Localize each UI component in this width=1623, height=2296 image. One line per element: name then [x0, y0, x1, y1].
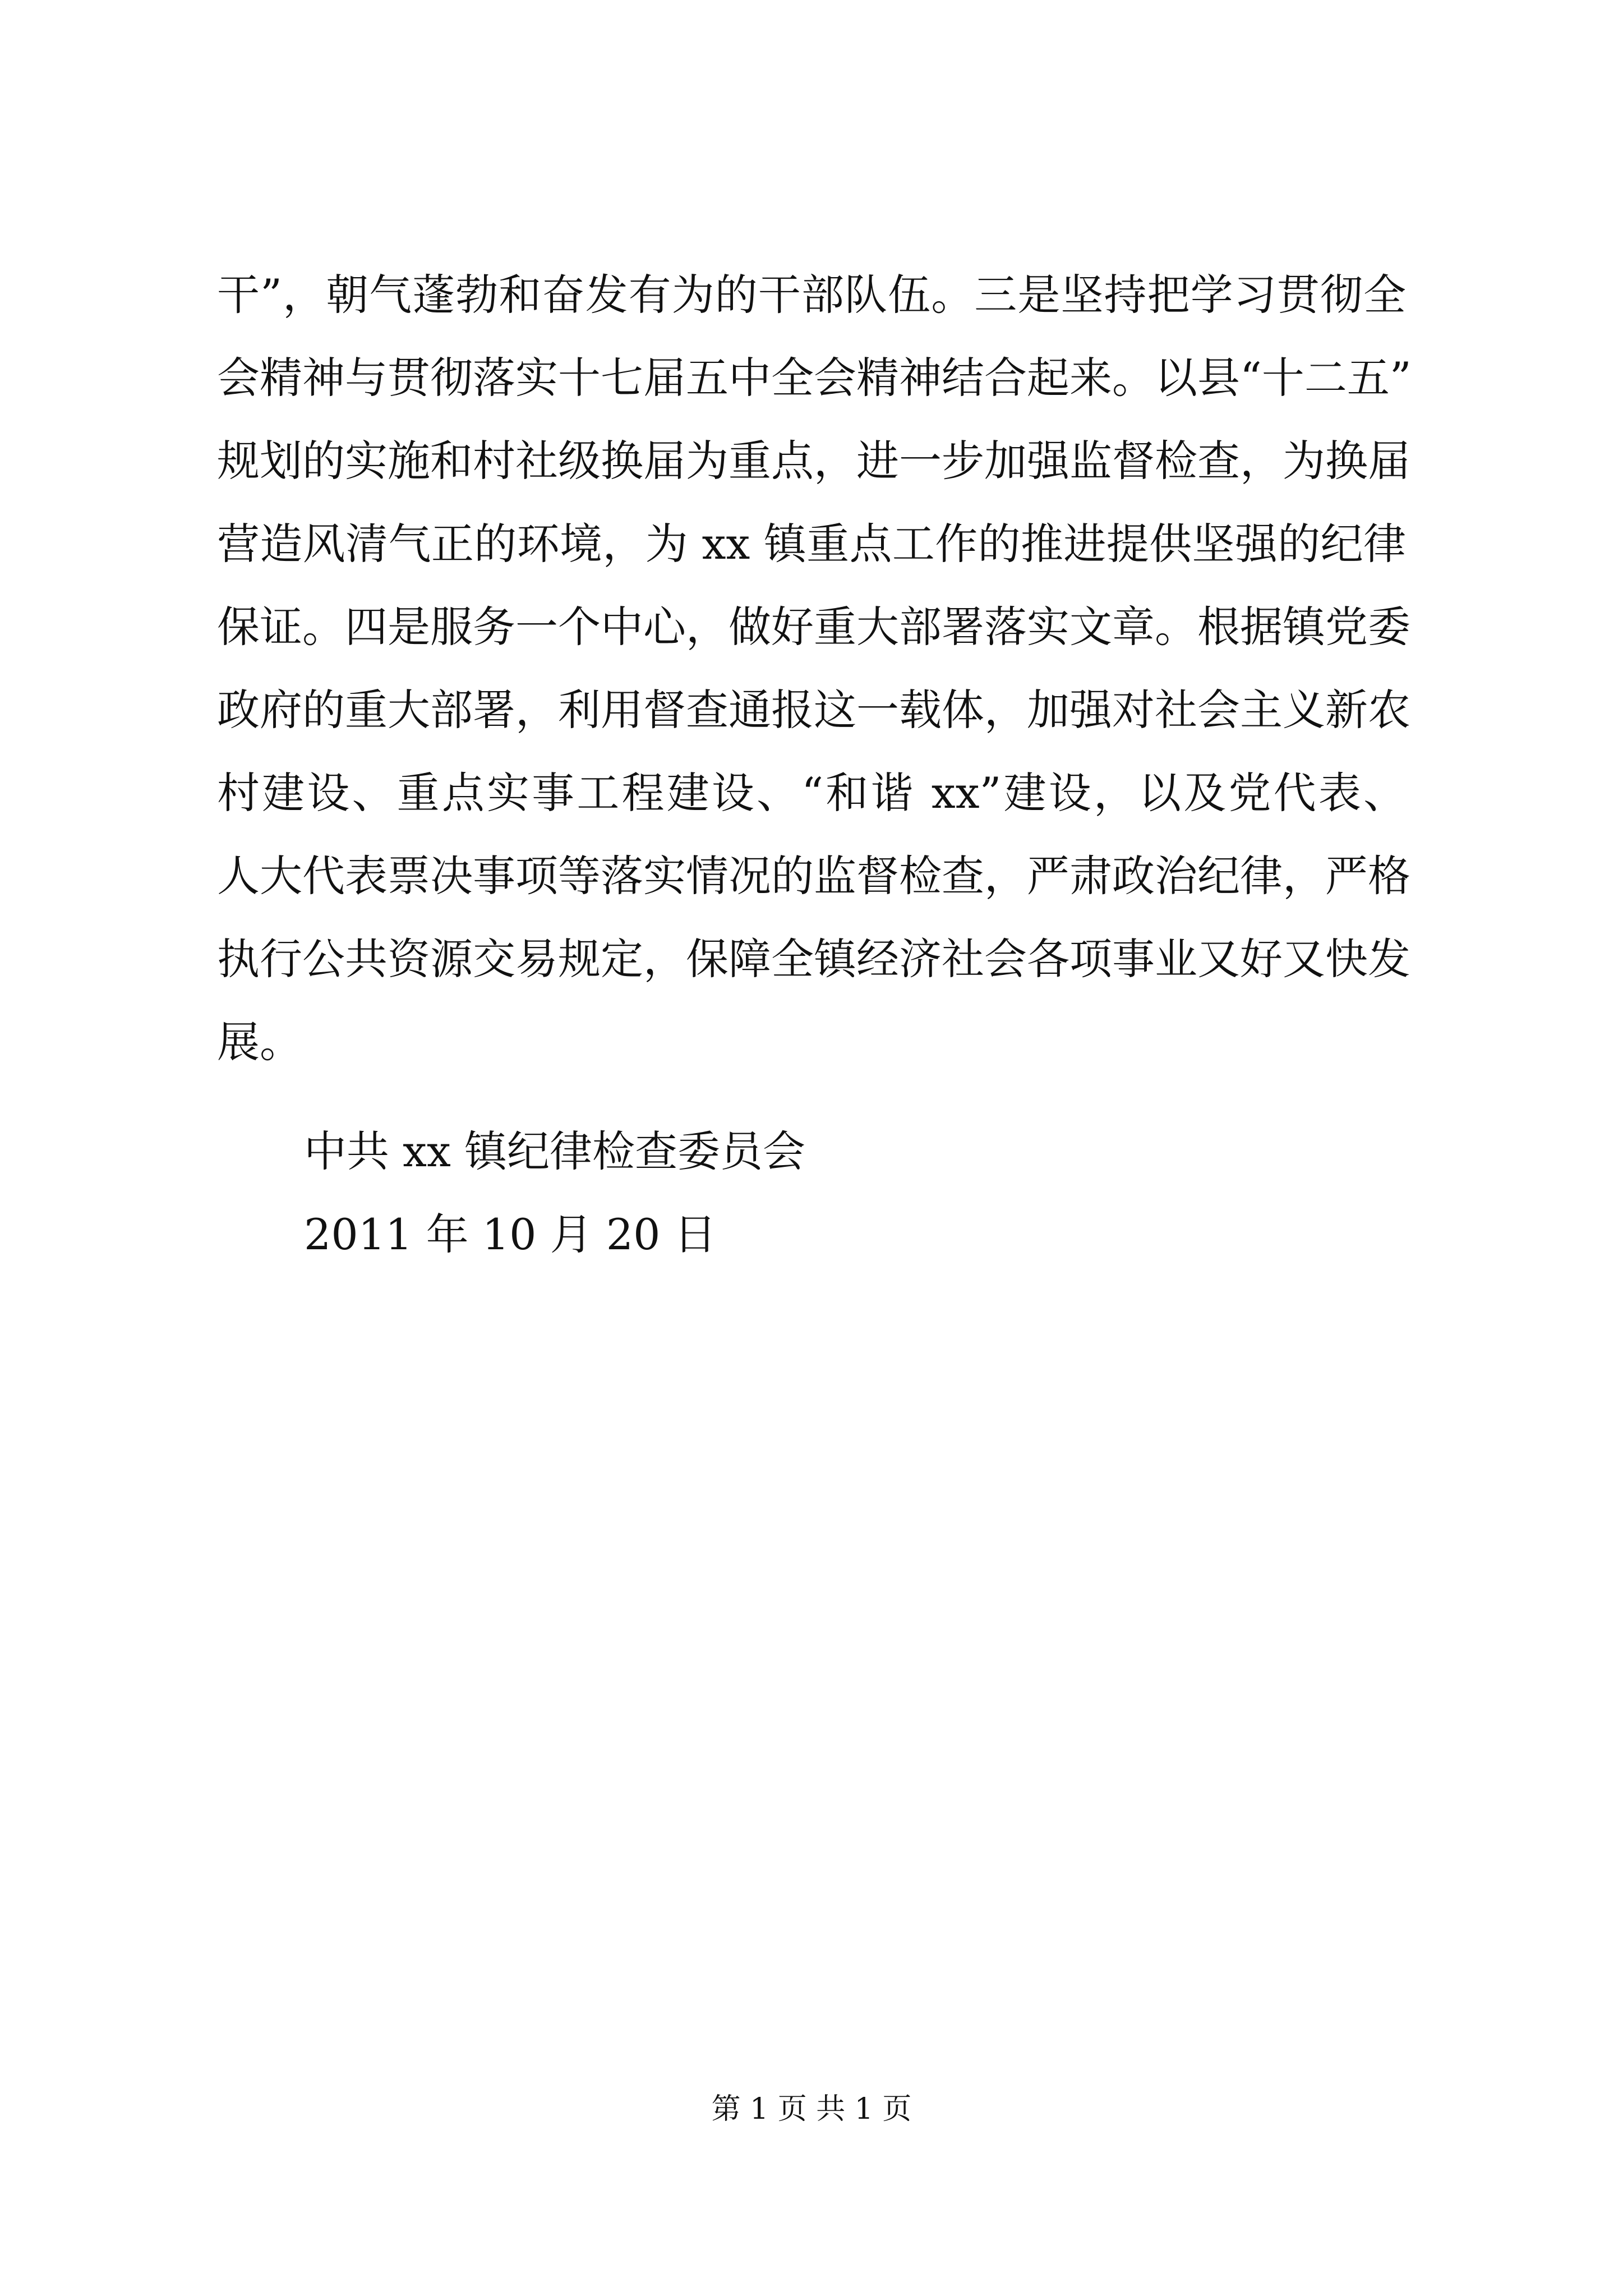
body-line: 规划的实施和村社级换届为重点，进一步加强监督检查，为换届 — [217, 436, 1410, 486]
body-paragraph — [217, 254, 1412, 1084]
body-line: 人大代表票决事项等落实情况的监督检查，严肃政治纪律，严格 — [217, 851, 1410, 901]
body-line: 会精神与贯彻落实十七届五中全会精神结合起来。以县“十二五” — [217, 353, 1412, 403]
body-line: 保证。四是服务一个中心，做好重大部署落实文章。根据镇党委 — [217, 602, 1410, 652]
signature-date: 2011 年 10 月 20 日 — [304, 1209, 717, 1259]
signature-organization: 中共 xx 镇纪律检查委员会 — [304, 1126, 806, 1176]
body-line: 村建设、重点实事工程建设、“和谐 xx”建设，以及党代表、 — [217, 768, 1406, 818]
body-line: 干”，朝气蓬勃和奋发有为的干部队伍。三是坚持把学习贯彻全 — [217, 270, 1406, 320]
page-footer: 第 1 页 共 1 页 — [711, 2092, 912, 2126]
body-line: 营造风清气正的环境，为 xx 镇重点工作的推进提供坚强的纪律 — [217, 519, 1406, 569]
body-line: 政府的重大部署，利用督查通报这一载体，加强对社会主义新农 — [217, 685, 1410, 735]
body-line: 展。 — [217, 1017, 302, 1067]
body-line: 执行公共资源交易规定，保障全镇经济社会各项事业又好又快发 — [217, 934, 1410, 984]
